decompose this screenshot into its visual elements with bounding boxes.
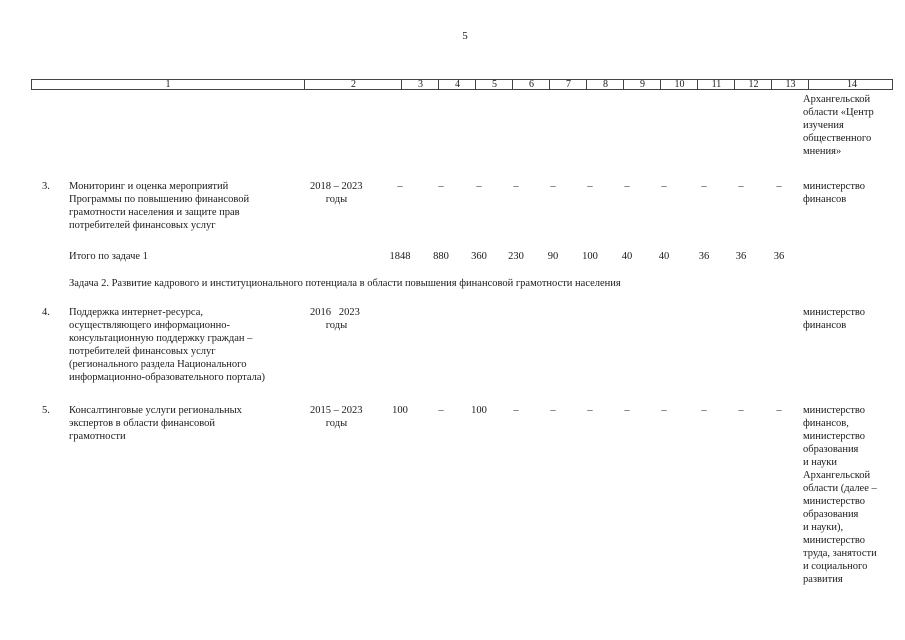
value-cell: 100	[471, 405, 487, 416]
header-col-2: 2	[304, 80, 402, 90]
total-value: 1848	[389, 251, 411, 262]
executor-continuation: Архангельской области «Центр изучения общественного мнения»	[803, 94, 874, 157]
total-value: 360	[471, 251, 487, 262]
value-cell: –	[513, 181, 519, 192]
header-col-3: 3	[401, 80, 439, 90]
header-col-6: 6	[512, 80, 550, 90]
header-col-1: 1	[165, 79, 171, 90]
header-col-12: 12	[734, 80, 772, 90]
value-cell: –	[550, 181, 556, 192]
value-cell: –	[513, 405, 519, 416]
value-cell: –	[738, 181, 744, 192]
measure-name: Поддержка интернет-ресурса, осуществляющего информационно- консультационную поддержку граждан – потребителей финансовых услуг (регионального раздела Национального информационно-образовательного портала)	[69, 307, 266, 383]
value-cell: 100	[392, 405, 408, 416]
header-col-10: 10	[660, 80, 698, 90]
header-col-13: 13	[771, 80, 809, 90]
table-header-row	[31, 79, 893, 90]
executor: министерство финансов	[803, 181, 866, 205]
executor: министерство финансов	[803, 307, 866, 331]
total-value: 36	[735, 251, 747, 262]
total-value: 40	[621, 251, 633, 262]
period-years: 2016 2023 годы	[310, 307, 360, 331]
total-value: 36	[698, 251, 710, 262]
header-col-9: 9	[623, 80, 661, 90]
measure-name: Консалтинговые услуги региональных экспертов в области финансовой грамотности	[69, 405, 242, 442]
value-cell: –	[661, 405, 667, 416]
value-cell: –	[624, 181, 630, 192]
header-col-7: 7	[549, 80, 587, 90]
value-cell: –	[776, 405, 782, 416]
value-cell: –	[550, 405, 556, 416]
header-col-8: 8	[586, 80, 624, 90]
value-cell: –	[397, 181, 403, 192]
row-number: 4.	[42, 307, 50, 318]
value-cell: –	[587, 181, 593, 192]
value-cell: –	[776, 181, 782, 192]
row-number: 3.	[42, 181, 50, 192]
total-value: 90	[547, 251, 559, 262]
measure-name: Мониторинг и оценка мероприятий Программы по повышению финансовой грамотности населения и защите прав потребителей финансовых услуг	[69, 181, 250, 231]
total-value: 230	[508, 251, 524, 262]
value-cell: –	[701, 405, 707, 416]
header-col-11: 11	[697, 80, 735, 90]
period-years: 2015 – 2023 годы	[310, 405, 363, 429]
value-cell: –	[738, 405, 744, 416]
header-col-14: 14	[808, 80, 895, 90]
header-col-4: 4	[438, 80, 476, 90]
total-value: 36	[773, 251, 785, 262]
period-years: 2018 – 2023 годы	[310, 181, 363, 205]
page-number: 5	[462, 30, 468, 42]
total-value: 100	[582, 251, 598, 262]
value-cell: –	[438, 405, 444, 416]
executor: министерство финансов, министерство образования и науки Архангельской области (далее – министерство образования и науки), министерство труда, занятости и социального развития	[803, 405, 877, 585]
task-heading: Задача 2. Развитие кадрового и институционального потенциала в области повышения финансовой грамотности населения	[69, 278, 621, 289]
row-number: 5.	[42, 405, 50, 416]
value-cell: –	[661, 181, 667, 192]
total-label: Итого по задаче 1	[69, 251, 148, 262]
total-value: 880	[433, 251, 449, 262]
total-value: 40	[658, 251, 670, 262]
value-cell: –	[476, 181, 482, 192]
value-cell: –	[701, 181, 707, 192]
value-cell: –	[438, 181, 444, 192]
value-cell: –	[587, 405, 593, 416]
value-cell: –	[624, 405, 630, 416]
header-col-5: 5	[475, 80, 513, 90]
